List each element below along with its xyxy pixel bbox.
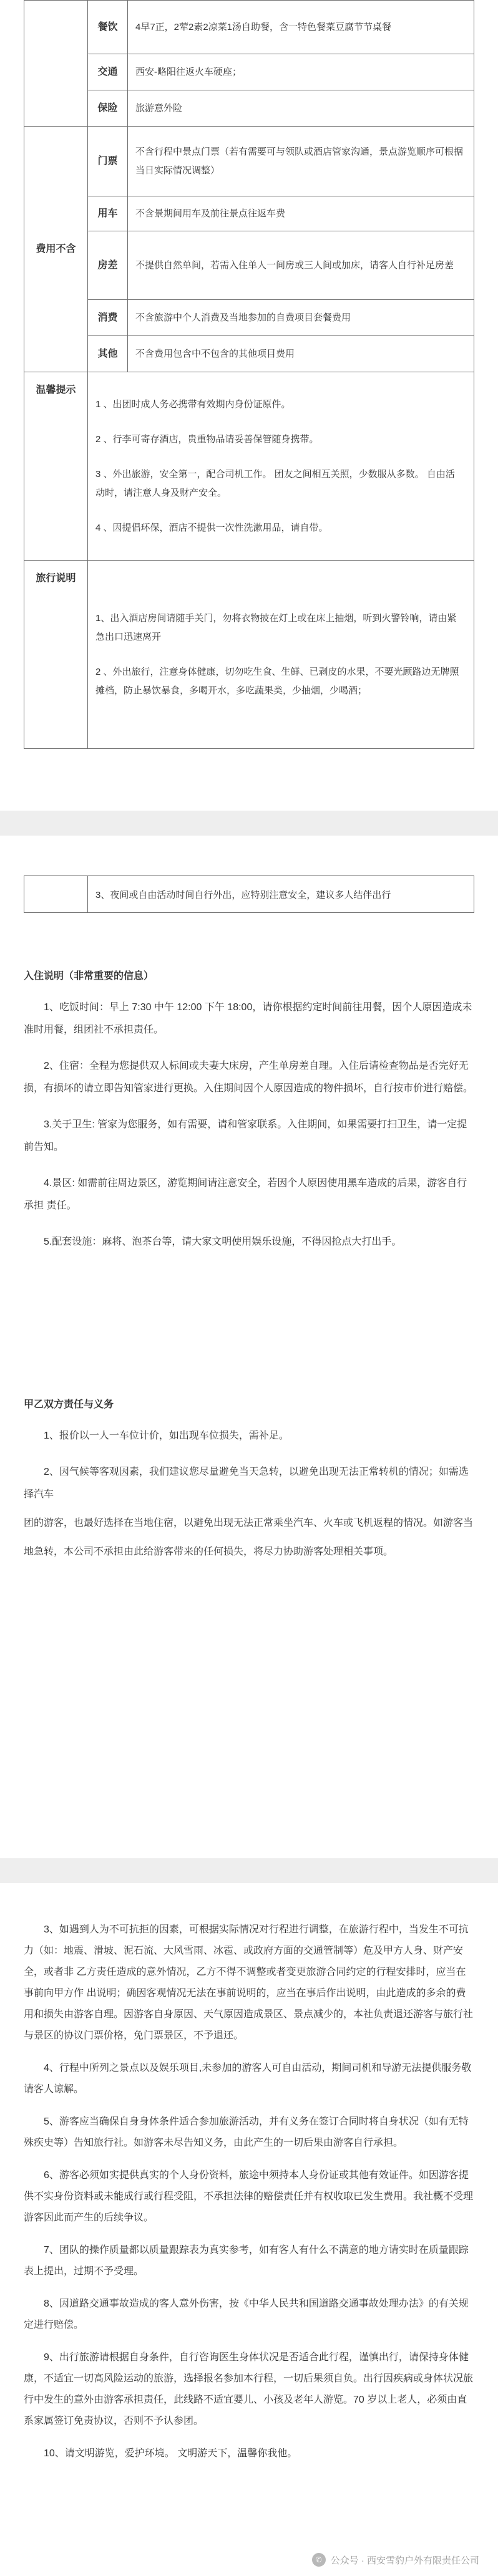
checkin-paragraph: 1、吃饭时间：早上 7:30 中午 12:00 下午 18:00，请你根据约定时间前往用餐，因个人原因造成未准时用餐，组团社不承担责任。: [24, 1002, 472, 1035]
footer: [0, 2549, 498, 2572]
tips-content: [88, 372, 474, 561]
trip-continued-blank: [24, 876, 88, 913]
tickets-text: 不含行程中景点门票（若有需要可与领队或酒店管家沟通，景点游览顺序可根据当日实际情况调整）: [128, 127, 474, 196]
checkin-paragraph: 2、住宿：全程为您提供双人标间或夫妻大床房，产生单房差自理。入住后请检查物品是否完好无损，有损坏的请立即告知管家进行更换。入住期间因个人原因造成的物件损坏，自行按市价进行赔偿。: [24, 1061, 474, 1094]
consume-label: 消费: [88, 300, 128, 336]
checkin-paragraph: 3.关于卫生: 管家为您服务，如有需要，请和管家联系。入住期间，如果需要打扫卫生，请一定提前告知。: [24, 1119, 467, 1152]
duties-paragraph: 团的游客，也最好选择在当地住宿，以避免出现无法正常乘坐汽车、火车或飞机返程的情况。如游客当: [24, 1518, 474, 1528]
insurance-text: 旅游意外险: [128, 90, 474, 127]
duties-paragraph: 1、报价以一人一车位计价，如出现车位损失，需补足。: [44, 1430, 289, 1441]
tips-label: 温馨提示: [24, 372, 88, 561]
trip-label: 旅行说明: [24, 561, 88, 749]
checkin-section: [24, 965, 474, 1267]
tip-item: 4 、因提倡环保，酒店不提供一次性洗漱用品，请自带。: [95, 522, 328, 533]
other-label: 其他: [88, 336, 128, 372]
insurance-label: 保险: [88, 90, 128, 127]
tip-item: 1 、出团时成人务必携带有效期内身份证原件。: [95, 398, 291, 410]
meals-label: 餐饮: [88, 1, 128, 54]
room-text: 不提供自然单间，若需入住单人一间房或三人间或加床，请客人自行补足房差: [128, 231, 474, 300]
excluded-label: 费用不含: [24, 127, 88, 372]
transport-text: 西安-略阳往返火车硬座；: [128, 54, 474, 90]
duties-paragraph: 2、因气候等客观因素，我们建议您尽量避免当天急转，以避免出现无法正常转机的情况；如需选择汽车: [24, 1467, 469, 1500]
duties-paragraph: 9、出行旅游请根据自身条件，自行咨询医生身体状况是否适合此行程，谨慎出行，请保持身体健康，不适宜一切高风险运动的旅游，选择报名参加本行程，一切后果须自负。出行因疾病或身体状况旅行中发生的意外由游客承担责任，此线路不适宜婴儿、小孩及老年人游览。70 岁以上老人，必须由直系家属签订免责协议，否则不予认参团。: [24, 2352, 474, 2426]
duties-paragraph: 7、团队的操作质量都以质量跟踪表为真实参考，如有客人有什么不满意的地方请实时在质量跟踪表上提出，过期不予受理。: [24, 2245, 469, 2277]
watermark-text: 公众号 · 西安雪豹户外有限责任公司: [330, 2555, 479, 2566]
duties-title: 甲乙双方责任与义务: [24, 1399, 114, 1410]
duties-paragraph: 4、行程中所列之景点以及娱乐项目,未参加的游客人可自由活动，期间司机和导游无法提供服务敬请客人谅解。: [24, 2063, 472, 2095]
watermark: [312, 2553, 479, 2567]
transport-label: 交通: [88, 54, 128, 90]
consume-text: 不含旅游中个人消费及当地参加的自费项目套餐费用: [128, 300, 474, 336]
trip-item: 2 、外出旅行，注意身体健康，切勿吃生食、生鲜、已剥皮的水果，不要光顾路边无牌照摊档，防止暴饮暴食，多喝开水，多吃蔬果类，少抽烟，少喝酒；: [95, 666, 459, 696]
tip-item: 2 、行李可寄存酒店，贵重物品请妥善保管随身携带。: [95, 433, 319, 445]
trip-item: 1、出入酒店房间请随手关门，勿将衣物披在灯上或在床上抽烟，听到火警铃响，请由紧急出口迅速离开: [95, 612, 457, 642]
tip-item: 3 、外出旅游，安全第一，配合司机工作。 团友之间相互关照，少数服从多数。 自由活动时，请注意人身及财产安全。: [95, 468, 455, 498]
duties-paragraph: 5、游客应当确保自身身体条件适合参加旅游活动，并有义务在签订合同时将自身状况（如有无特殊疾史等）告知旅行社。如游客未尽告知义务，由此产生的一切后果由游客自行承担。: [24, 2116, 469, 2148]
meals-text: 4早7正，2荤2素2凉菜1汤自助餐，含一特色餐菜豆腐节节桌餐: [128, 1, 474, 54]
other-text: 不含费用包含中不包含的其他项目费用: [128, 336, 474, 372]
duties-paragraph: 10、请文明游览，爱护环境。 文明游天下，温馨你我他。: [44, 2448, 298, 2459]
duties-section-continued: [24, 1919, 474, 2464]
duties-paragraph: 3、如遇到人为不可抗拒的因素，可根据实际情况对行程进行调整，在旅游行程中，当发生不可抗力（如：地震、滑坡、泥石流、大风雪雨、冰雹、或政府方面的交通管制等）危及甲方人身、财产安全，或者非 乙方责任造成的意外情况，乙方不得不调整或者变更旅游合同约定的行程安排时，应当在事前向甲方作 出说明；确因客观情况无法在事前说明的，应当在事后作出说明，由此造成的多余的费用和损失由游客自理。因游客自身原因、天气原因造成景区、景点减少的，本社负责退还游客与旅行社与景区的协议门票价格，免门票景区，不予退还。: [24, 1924, 474, 2041]
car-text: 不含景期间用车及前往景点往返车费: [128, 196, 474, 231]
trip-continued-table: [24, 876, 474, 913]
trip-content: [88, 561, 474, 749]
included-category: [24, 1, 88, 127]
page-separator: [0, 1858, 498, 1883]
duties-paragraph: 8、因道路交通事故造成的客人意外伤害，按《中华人民共和国道路交通事故处理办法》的有关规定进行赔偿。: [24, 2299, 469, 2330]
duties-paragraph: 6、游客必须如实提供真实的个人身份资料，旅途中须持本人身份证或其他有效证件。如因游客提供不实身份资料或未能成行或行程受阻，不承担法律的赔偿责任并有权收取已发生费用。我社概不受理游客因此而产生的后续争议。: [24, 2170, 474, 2223]
page-1: [0, 0, 498, 811]
tickets-label: 门票: [88, 127, 128, 196]
checkin-paragraph: 4.景区: 如需前往周边景区，游览期间请注意安全，若因个人原因使用黑车造成的后果，游客自行承担 责任。: [24, 1178, 467, 1211]
room-label: 房差: [88, 231, 128, 300]
car-label: 用车: [88, 196, 128, 231]
page-separator: [0, 811, 498, 836]
wechat-icon: ✆: [312, 2553, 326, 2567]
checkin-title: 入住说明（非常重要的信息）: [24, 971, 154, 982]
trip-continued-text: 3、夜间或自由活动时间自行外出，应特别注意安全，建议多人结伴出行: [88, 876, 474, 913]
duties-section: [24, 1394, 474, 1577]
checkin-paragraph: 5.配套设施：麻将、泡茶台等，请大家文明使用娱乐设施，不得因抢点大打出手。: [44, 1237, 402, 1247]
itinerary-info-table: [24, 0, 474, 749]
duties-paragraph: 地急转，本公司不承担由此给游客带来的任何损失，将尽力协助游客处理相关事项。: [24, 1546, 394, 1557]
